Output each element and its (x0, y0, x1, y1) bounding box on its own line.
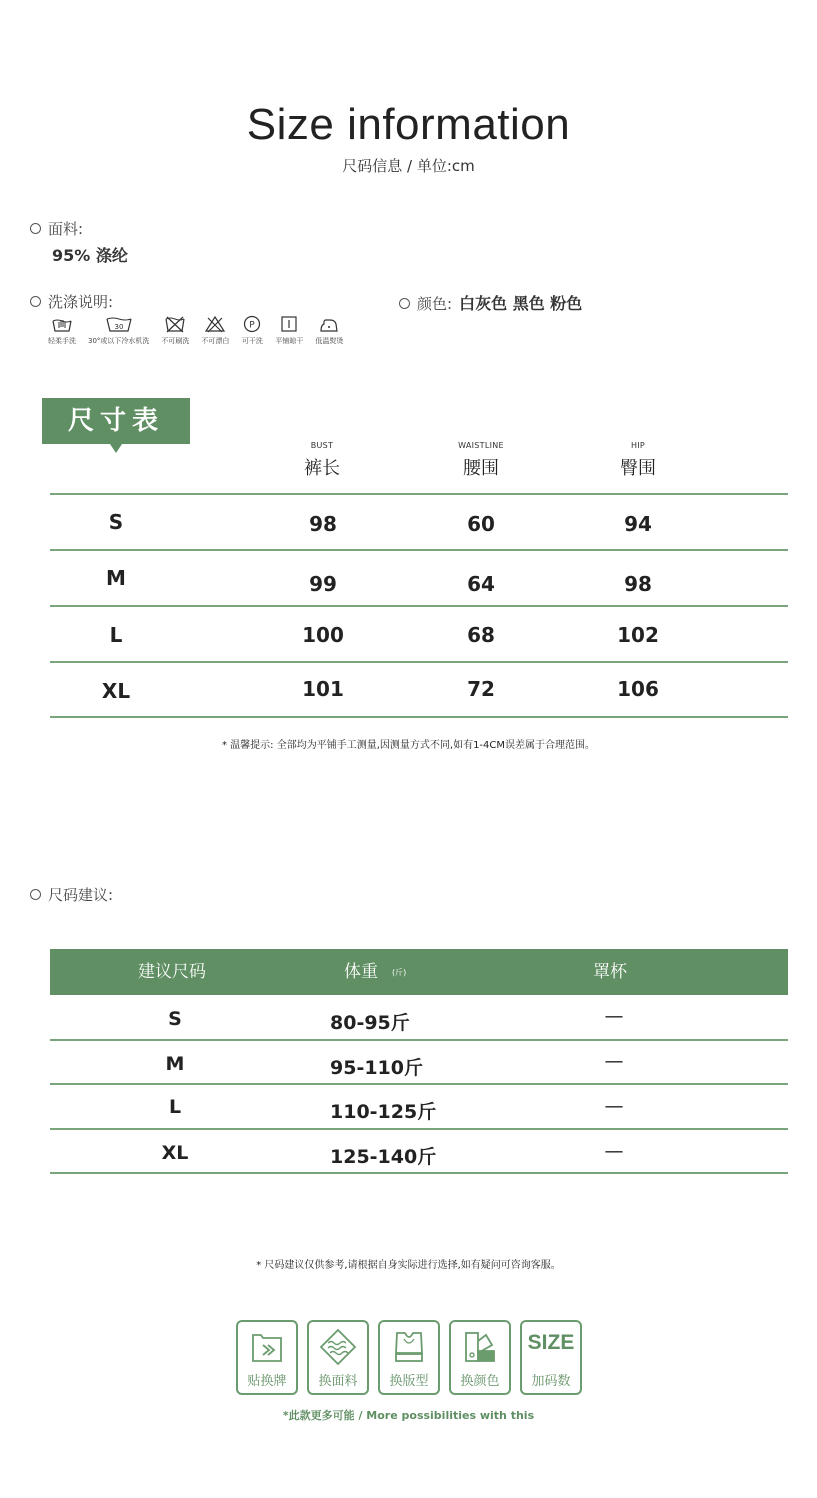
value-cell: 100 (302, 623, 344, 647)
fabric-label-row (30, 218, 83, 239)
col-header-en: BUST (310, 441, 334, 450)
wash-item (241, 315, 263, 346)
rec-weight-cell: 95-110斤 (330, 1057, 423, 1079)
fabric-label: 面料: (48, 220, 84, 238)
col-header-hip (588, 441, 688, 480)
value-cell: 94 (624, 512, 652, 536)
bullet-circle-icon (30, 889, 41, 900)
table-divider (50, 549, 788, 551)
col-header-cn: 臀围 (620, 458, 656, 479)
size-cell: S (108, 510, 124, 534)
col-header-en: HIP (630, 441, 646, 450)
rec-weight-cell: 80-95斤 (330, 1012, 410, 1034)
wash-text: 不可刷洗 (161, 337, 190, 345)
size-table-tag: 尺寸表 (42, 398, 190, 444)
color-value: 白灰色 黑色 粉色 (459, 294, 583, 313)
rec-weight-cell: 110-125斤 (330, 1101, 437, 1123)
service-label: 换颜色 (460, 1374, 500, 1389)
table-divider (50, 1039, 788, 1041)
col-header-cn: 裤长 (304, 458, 340, 479)
recommend-label-row (30, 884, 113, 905)
low-iron-icon (318, 315, 340, 333)
value-cell: 102 (617, 623, 659, 647)
value-cell: 60 (467, 512, 495, 536)
page-subtitle: 尺码信息 / 单位:cm (342, 157, 475, 175)
table-divider (50, 1083, 788, 1085)
fabric-value: 95% 涤纶 (52, 246, 128, 265)
flat-dry-icon (278, 315, 300, 333)
rec-cup-cell: — (604, 1140, 624, 1162)
rec-size-cell: XL (161, 1142, 189, 1164)
service-swap-tag (236, 1320, 298, 1395)
service-label: 贴换牌 (247, 1374, 287, 1389)
no-bleach-icon (204, 315, 226, 333)
color-row (399, 291, 582, 314)
wash-item (315, 315, 343, 346)
wash-label-row (30, 291, 113, 312)
table-divider (50, 1172, 788, 1174)
header-cup: 罩杯 (593, 962, 627, 982)
recommend-note: * 尺码建议仅供参考,请根据自身实际进行选择,如有疑问可咨询客服。 (256, 1260, 561, 1271)
size-text-icon: SIZE (527, 1331, 575, 1354)
wash-item (201, 315, 229, 346)
rec-cup-cell: — (604, 1005, 624, 1027)
wash-text: 不可漂白 (201, 337, 230, 345)
value-cell: 98 (624, 572, 652, 596)
recommend-label: 尺码建议: (48, 886, 114, 904)
service-icons (236, 1320, 591, 1395)
hand-wash-icon (51, 315, 73, 333)
service-fabric (307, 1320, 369, 1395)
table-divider (50, 493, 788, 495)
dry-clean-icon (241, 315, 263, 333)
header-weight: 体重 (344, 962, 378, 982)
table-divider (50, 605, 788, 607)
recommend-table-header (50, 949, 788, 995)
rec-cup-cell: — (604, 1050, 624, 1072)
size-cell: L (109, 623, 123, 647)
value-cell: 68 (467, 623, 495, 647)
table-divider (50, 661, 788, 663)
wash-label: 洗涤说明: (48, 293, 114, 311)
rec-cup-cell: — (604, 1095, 624, 1117)
header-weight-unit: (斤) (392, 968, 407, 977)
rec-weight-cell: 125-140斤 (330, 1146, 437, 1168)
bullet-circle-icon (30, 223, 41, 234)
footer-text: *此款更多可能 / More possibilities with this (282, 1409, 535, 1422)
rec-size-cell: S (168, 1008, 182, 1030)
wash-30-icon (105, 315, 133, 333)
service-color (449, 1320, 511, 1395)
color-swatch-icon (460, 1327, 500, 1367)
col-header-cn: 腰围 (463, 458, 499, 479)
value-cell: 99 (309, 572, 337, 596)
table-divider (50, 716, 788, 718)
swap-tag-icon (247, 1327, 287, 1367)
size-note: * 温馨提示: 全部均为平铺手工测量,因测量方式不同,如有1-4CM误差属于合理范围。 (221, 740, 596, 751)
wash-item (275, 315, 303, 346)
wash-item (161, 315, 189, 346)
svg-text:P: P (249, 320, 256, 331)
tag-pointer-icon (110, 444, 122, 453)
wash-text: 轻柔手洗 (48, 337, 76, 345)
col-header-waist (431, 441, 531, 480)
no-tumble-icon (164, 315, 186, 333)
wash-text: 平铺晾干 (275, 337, 304, 345)
table-divider (50, 1128, 788, 1130)
color-label: 颜色: (417, 295, 453, 313)
wash-icons (48, 315, 355, 346)
value-cell: 64 (467, 572, 495, 596)
wash-text: 可干洗 (241, 337, 263, 345)
wash-text: 低温熨烫 (315, 337, 344, 345)
header-size: 建议尺码 (138, 962, 206, 982)
col-header-en: WAISTLINE (458, 441, 504, 450)
service-garment (378, 1320, 440, 1395)
service-label: 加码数 (531, 1374, 571, 1389)
value-cell: 101 (302, 677, 344, 701)
rec-size-cell: M (165, 1053, 185, 1075)
value-cell: 106 (617, 677, 659, 701)
size-cell: XL (101, 679, 131, 703)
col-header-bust (272, 441, 372, 480)
svg-text:30: 30 (114, 323, 124, 331)
service-label: 换面料 (318, 1374, 358, 1389)
garment-icon (389, 1327, 429, 1367)
value-cell: 72 (467, 677, 495, 701)
rec-size-cell: L (168, 1096, 182, 1118)
wash-item (48, 315, 76, 346)
value-cell: 98 (309, 512, 337, 536)
service-label: 换版型 (389, 1374, 429, 1389)
wash-item (88, 315, 149, 346)
size-cell: M (106, 566, 126, 590)
service-size (520, 1320, 582, 1395)
wash-text: 30°或以下冷水机洗 (88, 337, 150, 345)
bullet-circle-icon (399, 298, 410, 309)
page-title: Size information (246, 100, 571, 149)
fabric-icon (318, 1327, 358, 1367)
bullet-circle-icon (30, 296, 41, 307)
